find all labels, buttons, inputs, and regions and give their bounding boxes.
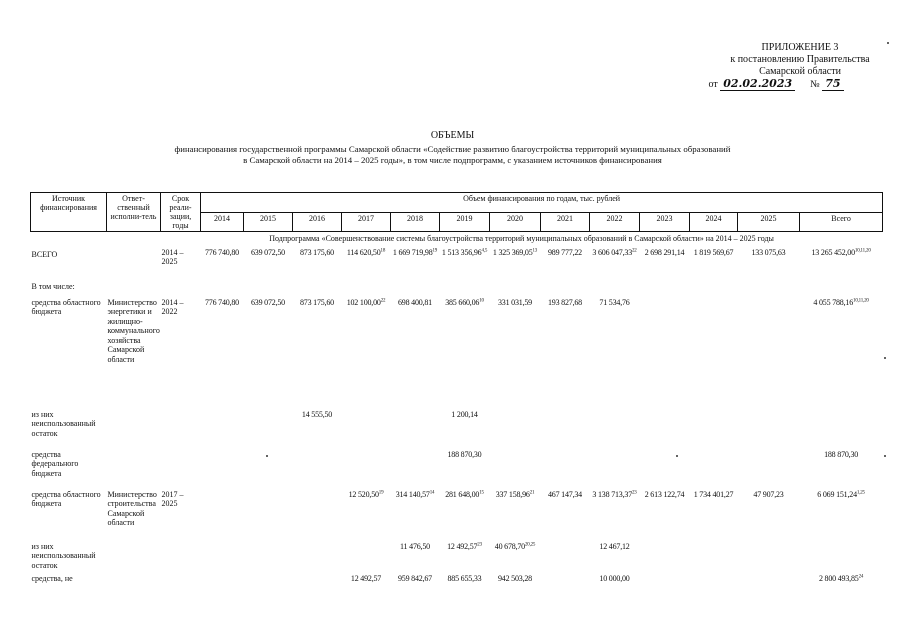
footnote-mark: 18 [380,247,386,253]
value-cell [440,408,490,448]
value-cell [640,408,690,448]
row-label: средства областного бюджета [31,297,101,316]
number-prefix: № [810,79,820,90]
scan-speck [884,357,886,359]
footnote-mark: 10,11,20 [853,297,869,303]
handwritten-number: 75 [822,78,843,91]
cell-value: 385 660,06 [445,297,480,307]
total-cell [800,488,883,540]
cell-value: 989 777,22 [547,247,582,257]
title-line-2: в Самарской области на 2014 – 2025 годы», в том числе подпрограмм, с указанием источников финансирования [243,155,662,165]
value-cell [391,572,440,592]
row-period: 2017 – 2025 [161,489,184,508]
appendix-block [700,42,900,91]
value-cell [590,280,640,296]
value-cell [201,280,244,296]
value-cell [541,572,590,592]
row-period [161,280,201,296]
value-cell [690,488,738,540]
handwritten-date: 02.02.2023 [720,78,795,91]
cell-value: 698 400,81 [397,297,432,307]
table-row [31,280,883,296]
cell-value: 873 175,60 [299,247,334,257]
row-period [161,408,201,448]
row-label: средства, не [31,574,73,583]
value-cell [738,408,800,448]
value-cell [690,572,738,592]
cell-value: 776 740,80 [204,297,239,307]
footnote-mark: 15 [479,489,484,495]
value-cell [201,408,244,448]
value-cell [244,540,293,573]
footnote-mark: 13 [532,247,538,253]
total-cell [800,296,883,408]
value-cell [391,540,440,573]
value-cell [690,280,738,296]
header-period: Срок реали-зации, годы [161,193,201,232]
row-label: В том числе: [31,281,75,291]
value-cell [201,572,244,592]
subprogram-title: Подпрограмма «Совершенствование системы благоустройства территорий муниципальных образований в Самарской области» на 2014 – 2025 годы [269,234,774,243]
footnote-mark: 14 [429,489,435,495]
value-cell [690,540,738,573]
header-year: 2025 [738,212,800,232]
value-cell [690,296,738,408]
cell-value: 40 678,70 [494,541,525,551]
value-cell [640,540,690,573]
title-main: ОБЪЕМЫ [430,130,475,141]
value-cell [640,246,690,280]
value-cell [440,280,490,296]
value-cell [541,280,590,296]
value-cell [342,572,391,592]
value-cell [244,572,293,592]
value-cell [738,246,800,280]
value-cell [342,296,391,408]
value-cell [590,296,640,408]
value-cell [342,540,391,573]
value-cell [391,296,440,408]
table-row [31,540,883,573]
cell-value: 1 325 369,05 [492,247,533,257]
value-cell [293,296,342,408]
value-cell [440,296,490,408]
cell-value: 114 620,50 [346,247,381,257]
footnote-mark: 10,11,20 [854,247,871,253]
header-year: 2019 [440,212,490,232]
value-cell [640,488,690,540]
value-cell [690,246,738,280]
cell-value: 11 476,50 [400,541,430,551]
value-cell [244,280,293,296]
row-executor [107,448,161,488]
footnote-mark: 4,5 [481,247,488,253]
footnote-mark: 21 [529,489,535,495]
table-row [31,572,883,592]
cell-value: 3 606 047,33 [592,247,632,257]
cell-value: 4 055 788,16 [813,297,854,307]
cell-value: 102 100,00 [346,297,381,307]
value-cell [342,408,391,448]
value-cell [391,488,440,540]
cell-value: 2 698 291,14 [644,247,685,257]
value-cell [342,246,391,280]
value-cell [640,296,690,408]
value-cell [391,280,440,296]
row-label: ВСЕГО [31,249,58,259]
cell-value: 12 492,57 [350,574,382,583]
value-cell [293,448,342,488]
cell-value: 1 819 569,67 [693,247,734,257]
table-row [31,448,883,488]
footnote-mark: 22 [632,247,637,253]
value-cell [342,448,391,488]
value-cell [391,448,440,488]
value-cell [293,572,342,592]
cell-value: 467 147,34 [547,489,582,499]
cell-value: 639 072,50 [250,247,285,257]
cell-value: 1 669 719,98 [392,247,433,257]
value-cell [490,572,541,592]
cell-value: 1 200,14 [451,409,478,419]
value-cell [201,540,244,573]
cell-value: 885 655,33 [447,574,482,583]
cell-value: 14 555,50 [301,409,333,419]
value-cell [440,488,490,540]
cell-value: 3 138 713,37 [592,489,632,499]
value-cell [490,280,541,296]
cell-value: 942 503,28 [497,574,532,583]
value-cell [440,540,490,573]
cell-value: 6 069 151,24 [817,489,857,499]
value-cell [293,246,342,280]
date-prefix: от [708,79,718,90]
footnote-mark: 20,25 [524,541,536,547]
value-cell [690,448,738,488]
title-line-1: финансирования государственной программы Самарской области «Содействие развитию благоустройства территорий муниципальных образований [174,144,731,154]
value-cell [244,488,293,540]
value-cell [541,540,590,573]
cell-value: 873 175,60 [299,297,334,307]
row-label: средства федерального бюджета [31,449,79,478]
footnote-mark: 10 [479,297,484,303]
value-cell [293,488,342,540]
cell-value: 337 158,96 [495,489,530,499]
cell-value: 331 031,59 [497,297,532,307]
value-cell [244,296,293,408]
value-cell [293,540,342,573]
scan-speck [266,455,268,457]
header-year: 2024 [690,212,738,232]
row-executor: Министерство строительства Самарской области [107,489,157,527]
header-year: 2021 [541,212,590,232]
total-cell [800,408,883,448]
value-cell [640,572,690,592]
footnote-mark: 19 [378,489,384,495]
value-cell [590,572,640,592]
value-cell [590,448,640,488]
scan-speck [884,455,886,457]
cell-value: 639 072,50 [250,297,285,307]
cell-value: 10 000,00 [599,574,630,583]
value-cell [690,408,738,448]
cell-value: 959 842,67 [397,574,432,583]
value-cell [201,246,244,280]
header-year: 2020 [490,212,541,232]
cell-value: 1 513 356,96 [441,247,482,257]
value-cell [391,246,440,280]
value-cell [391,408,440,448]
cell-value: 12 492,57 [447,541,478,551]
cell-value: 71 534,76 [599,297,630,307]
value-cell [541,488,590,540]
total-cell [800,448,883,488]
row-period [161,572,201,592]
value-cell [590,540,640,573]
cell-value: 776 740,80 [204,247,239,257]
cell-value: 193 827,68 [547,297,582,307]
cell-value: 314 140,57 [395,489,430,499]
value-cell [590,488,640,540]
row-period: 2014 – 2025 [161,247,184,266]
cell-value: 2 800 493,85 [818,574,859,583]
header-year: 2017 [342,212,391,232]
header-year: 2015 [244,212,293,232]
cell-value: 188 870,30 [824,449,859,459]
footnote-mark: 22 [380,297,386,303]
row-executor [107,280,161,296]
value-cell [440,572,490,592]
appendix-title: ПРИЛОЖЕНИЕ 3 [761,42,839,53]
footnote-mark: 23 [477,541,482,547]
header-year: 2014 [201,212,244,232]
header-year: 2023 [640,212,690,232]
value-cell [590,246,640,280]
value-cell [590,408,640,448]
value-cell [490,408,541,448]
value-cell [293,280,342,296]
row-period [161,540,201,573]
financing-table [30,192,883,592]
value-cell [640,280,690,296]
cell-value: 133 075,63 [751,247,786,257]
value-cell [541,296,590,408]
row-executor: Министерство энергетики и жилищно-коммунального хозяйства Самарской области [107,297,160,364]
cell-value: 188 870,30 [447,449,482,459]
value-cell [490,540,541,573]
value-cell [738,488,800,540]
value-cell [490,448,541,488]
header-year: 2016 [293,212,342,232]
value-cell [440,448,490,488]
value-cell [490,296,541,408]
header-responsible: Ответ-ственный исполни-тель [107,193,161,232]
value-cell [244,408,293,448]
total-cell [800,280,883,296]
value-cell [440,246,490,280]
value-cell [738,280,800,296]
cell-value: 12 467,12 [599,541,630,551]
cell-value: 13 265 452,00 [811,247,855,257]
table-row [31,408,883,448]
value-cell [201,448,244,488]
total-cell [800,540,883,573]
value-cell [490,488,541,540]
table-row [31,296,883,408]
row-period: 2014 – 2022 [161,297,184,316]
header-volume: Объем финансирования по годам, тыс. рублей [201,193,883,213]
row-label: из них неиспользованный остаток [31,541,96,570]
appendix-decree: к постановлению Правительства [730,54,870,65]
value-cell [738,448,800,488]
row-executor [107,572,161,592]
total-cell [800,572,883,592]
row-executor [107,246,161,280]
document-title [0,130,905,166]
value-cell [490,246,541,280]
header-total: Всего [800,212,883,232]
value-cell [201,296,244,408]
row-label: средства областного бюджета [31,489,101,508]
value-cell [640,448,690,488]
value-cell [738,572,800,592]
cell-value: 12 520,50 [348,489,379,499]
appendix-region: Самарской области [759,66,841,77]
row-label: из них неиспользованный остаток [31,409,96,438]
footnote-mark: 24 [858,574,864,580]
table-row [31,488,883,540]
appendix-date-line [676,78,876,91]
header-sources: Источник финансирования [31,193,107,232]
row-executor [107,408,161,448]
value-cell [541,408,590,448]
row-period [161,448,201,488]
value-cell [293,408,342,448]
cell-value: 1 734 401,27 [693,489,734,499]
value-cell [342,488,391,540]
cell-value: 2 613 122,74 [644,489,685,499]
scan-speck [676,455,678,457]
footnote-mark: 23 [632,489,637,495]
header-year: 2018 [391,212,440,232]
header-year: 2022 [590,212,640,232]
value-cell [244,448,293,488]
total-cell [800,246,883,280]
cell-value: 47 907,23 [753,489,784,499]
table-row [31,246,883,280]
footnote-mark: 1,25 [856,489,865,495]
value-cell [738,296,800,408]
value-cell [738,540,800,573]
value-cell [541,448,590,488]
row-executor [107,540,161,573]
value-cell [342,280,391,296]
value-cell [201,488,244,540]
value-cell [541,246,590,280]
footnote-mark: 19 [432,247,438,253]
scan-speck [887,42,889,44]
cell-value: 281 648,00 [445,489,480,499]
value-cell [244,246,293,280]
